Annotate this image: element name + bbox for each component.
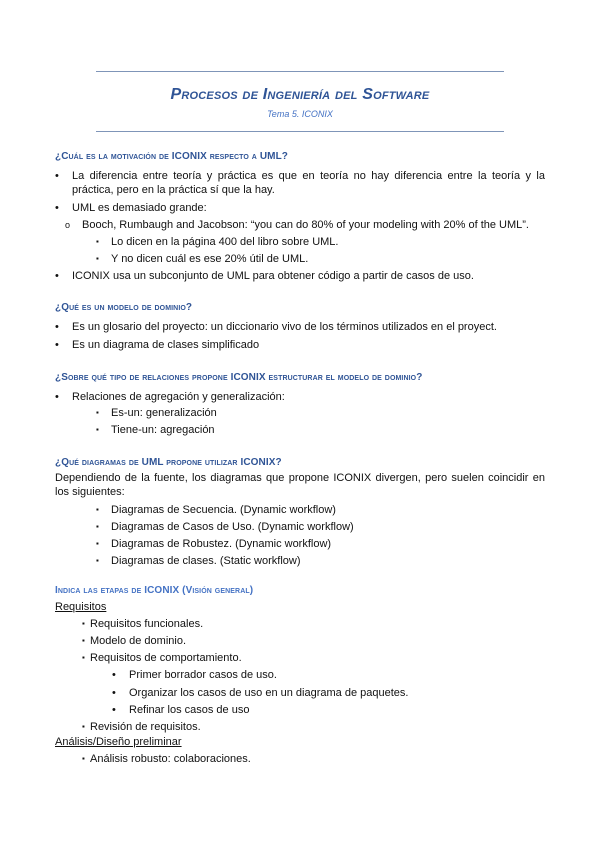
square-bullet-icon: ▪: [96, 539, 99, 548]
square-bullet-icon: ▪: [82, 619, 85, 628]
square-bullet-icon: ▪: [82, 722, 85, 731]
list-item: Refinar los casos de uso: [129, 704, 250, 716]
list-item: Análisis robusto: colaboraciones.: [90, 753, 251, 765]
bullet-icon: •: [55, 170, 59, 182]
list-item: Booch, Rumbaugh and Jacobson: “you can do 80% of your modeling with 20% of the UML”.: [82, 219, 529, 231]
list-item: Tiene-un: agregación: [111, 424, 215, 436]
bullet-icon: •: [55, 270, 59, 282]
square-bullet-icon: ▪: [96, 254, 99, 263]
top-rule: [96, 71, 504, 72]
list-item: Diagramas de clases. (Static workflow): [111, 555, 301, 567]
list-item: Relaciones de agregación y generalización:: [72, 391, 285, 403]
square-bullet-icon: ▪: [96, 425, 99, 434]
section-heading-relations: ¿Sobre qué tipo de relaciones propone ICONIX estructurar el modelo de dominio?: [55, 372, 423, 383]
list-item: Organizar los casos de uso en un diagrama de paquetes.: [129, 687, 409, 699]
square-bullet-icon: ▪: [96, 522, 99, 531]
bullet-icon: •: [55, 202, 59, 214]
list-item: Es-un: generalización: [111, 407, 217, 419]
document-title: Procesos de Ingeniería del Software: [170, 86, 430, 103]
circle-bullet-icon: o: [65, 220, 71, 230]
list-item: Revisión de requisitos.: [90, 721, 201, 733]
square-bullet-icon: ▪: [96, 237, 99, 246]
bullet-icon: •: [55, 391, 59, 403]
list-item: ICONIX usa un subconjunto de UML para obtener código a partir de casos de uso.: [72, 270, 474, 282]
bullet-icon: •: [112, 704, 116, 716]
section-heading-motivation: ¿Cuál es la motivación de ICONIX respecto a UML?: [55, 151, 288, 162]
list-item: Primer borrador casos de uso.: [129, 669, 277, 681]
square-bullet-icon: ▪: [96, 556, 99, 565]
section-heading-stages: Indica las etapas de ICONIX (Visión general): [55, 585, 254, 596]
list-item: Es un glosario del proyecto: un diccionario vivo de los términos utilizados en el proyect.: [72, 321, 497, 333]
bullet-icon: •: [112, 669, 116, 681]
square-bullet-icon: ▪: [96, 505, 99, 514]
section-heading-domain-model: ¿Qué es un modelo de dominio?: [55, 302, 193, 313]
list-item: Requisitos de comportamiento.: [90, 652, 242, 664]
document-subtitle: Tema 5. ICONIX: [267, 109, 333, 119]
square-bullet-icon: ▪: [82, 653, 85, 662]
bullet-icon: •: [55, 321, 59, 333]
list-item: Diagramas de Casos de Uso. (Dynamic workflow): [111, 521, 354, 533]
paragraph: Dependiendo de la fuente, los diagramas que propone ICONIX divergen, pero suelen coincidir en los siguientes:: [55, 472, 545, 498]
list-item: Modelo de dominio.: [90, 635, 187, 647]
bullet-icon: •: [112, 687, 116, 699]
subsection-requisitos: Requisitos: [55, 601, 107, 613]
section-heading-diagrams: ¿Qué diagramas de UML propone utilizar ICONIX?: [55, 457, 282, 468]
list-item: Lo dicen en la página 400 del libro sobre UML.: [111, 236, 339, 248]
list-item: UML es demasiado grande:: [72, 202, 207, 214]
subsection-analisis: Análisis/Diseño preliminar: [55, 736, 182, 748]
square-bullet-icon: ▪: [82, 636, 85, 645]
list-item: Requisitos funcionales.: [90, 618, 204, 630]
list-item: Diagramas de Robustez. (Dynamic workflow): [111, 538, 332, 550]
bullet-icon: •: [55, 339, 59, 351]
bottom-rule: [96, 131, 504, 132]
list-item: Es un diagrama de clases simplificado: [72, 339, 260, 351]
square-bullet-icon: ▪: [96, 408, 99, 417]
square-bullet-icon: ▪: [82, 754, 85, 763]
list-item: Diagramas de Secuencia. (Dynamic workflow): [111, 504, 336, 516]
list-item: Y no dicen cuál es ese 20% útil de UML.: [111, 253, 309, 265]
list-item: La diferencia entre teoría y práctica es que en teoría no hay diferencia entre la teoría y la práctica, pero en la práctica sí que la hay.: [72, 170, 545, 196]
